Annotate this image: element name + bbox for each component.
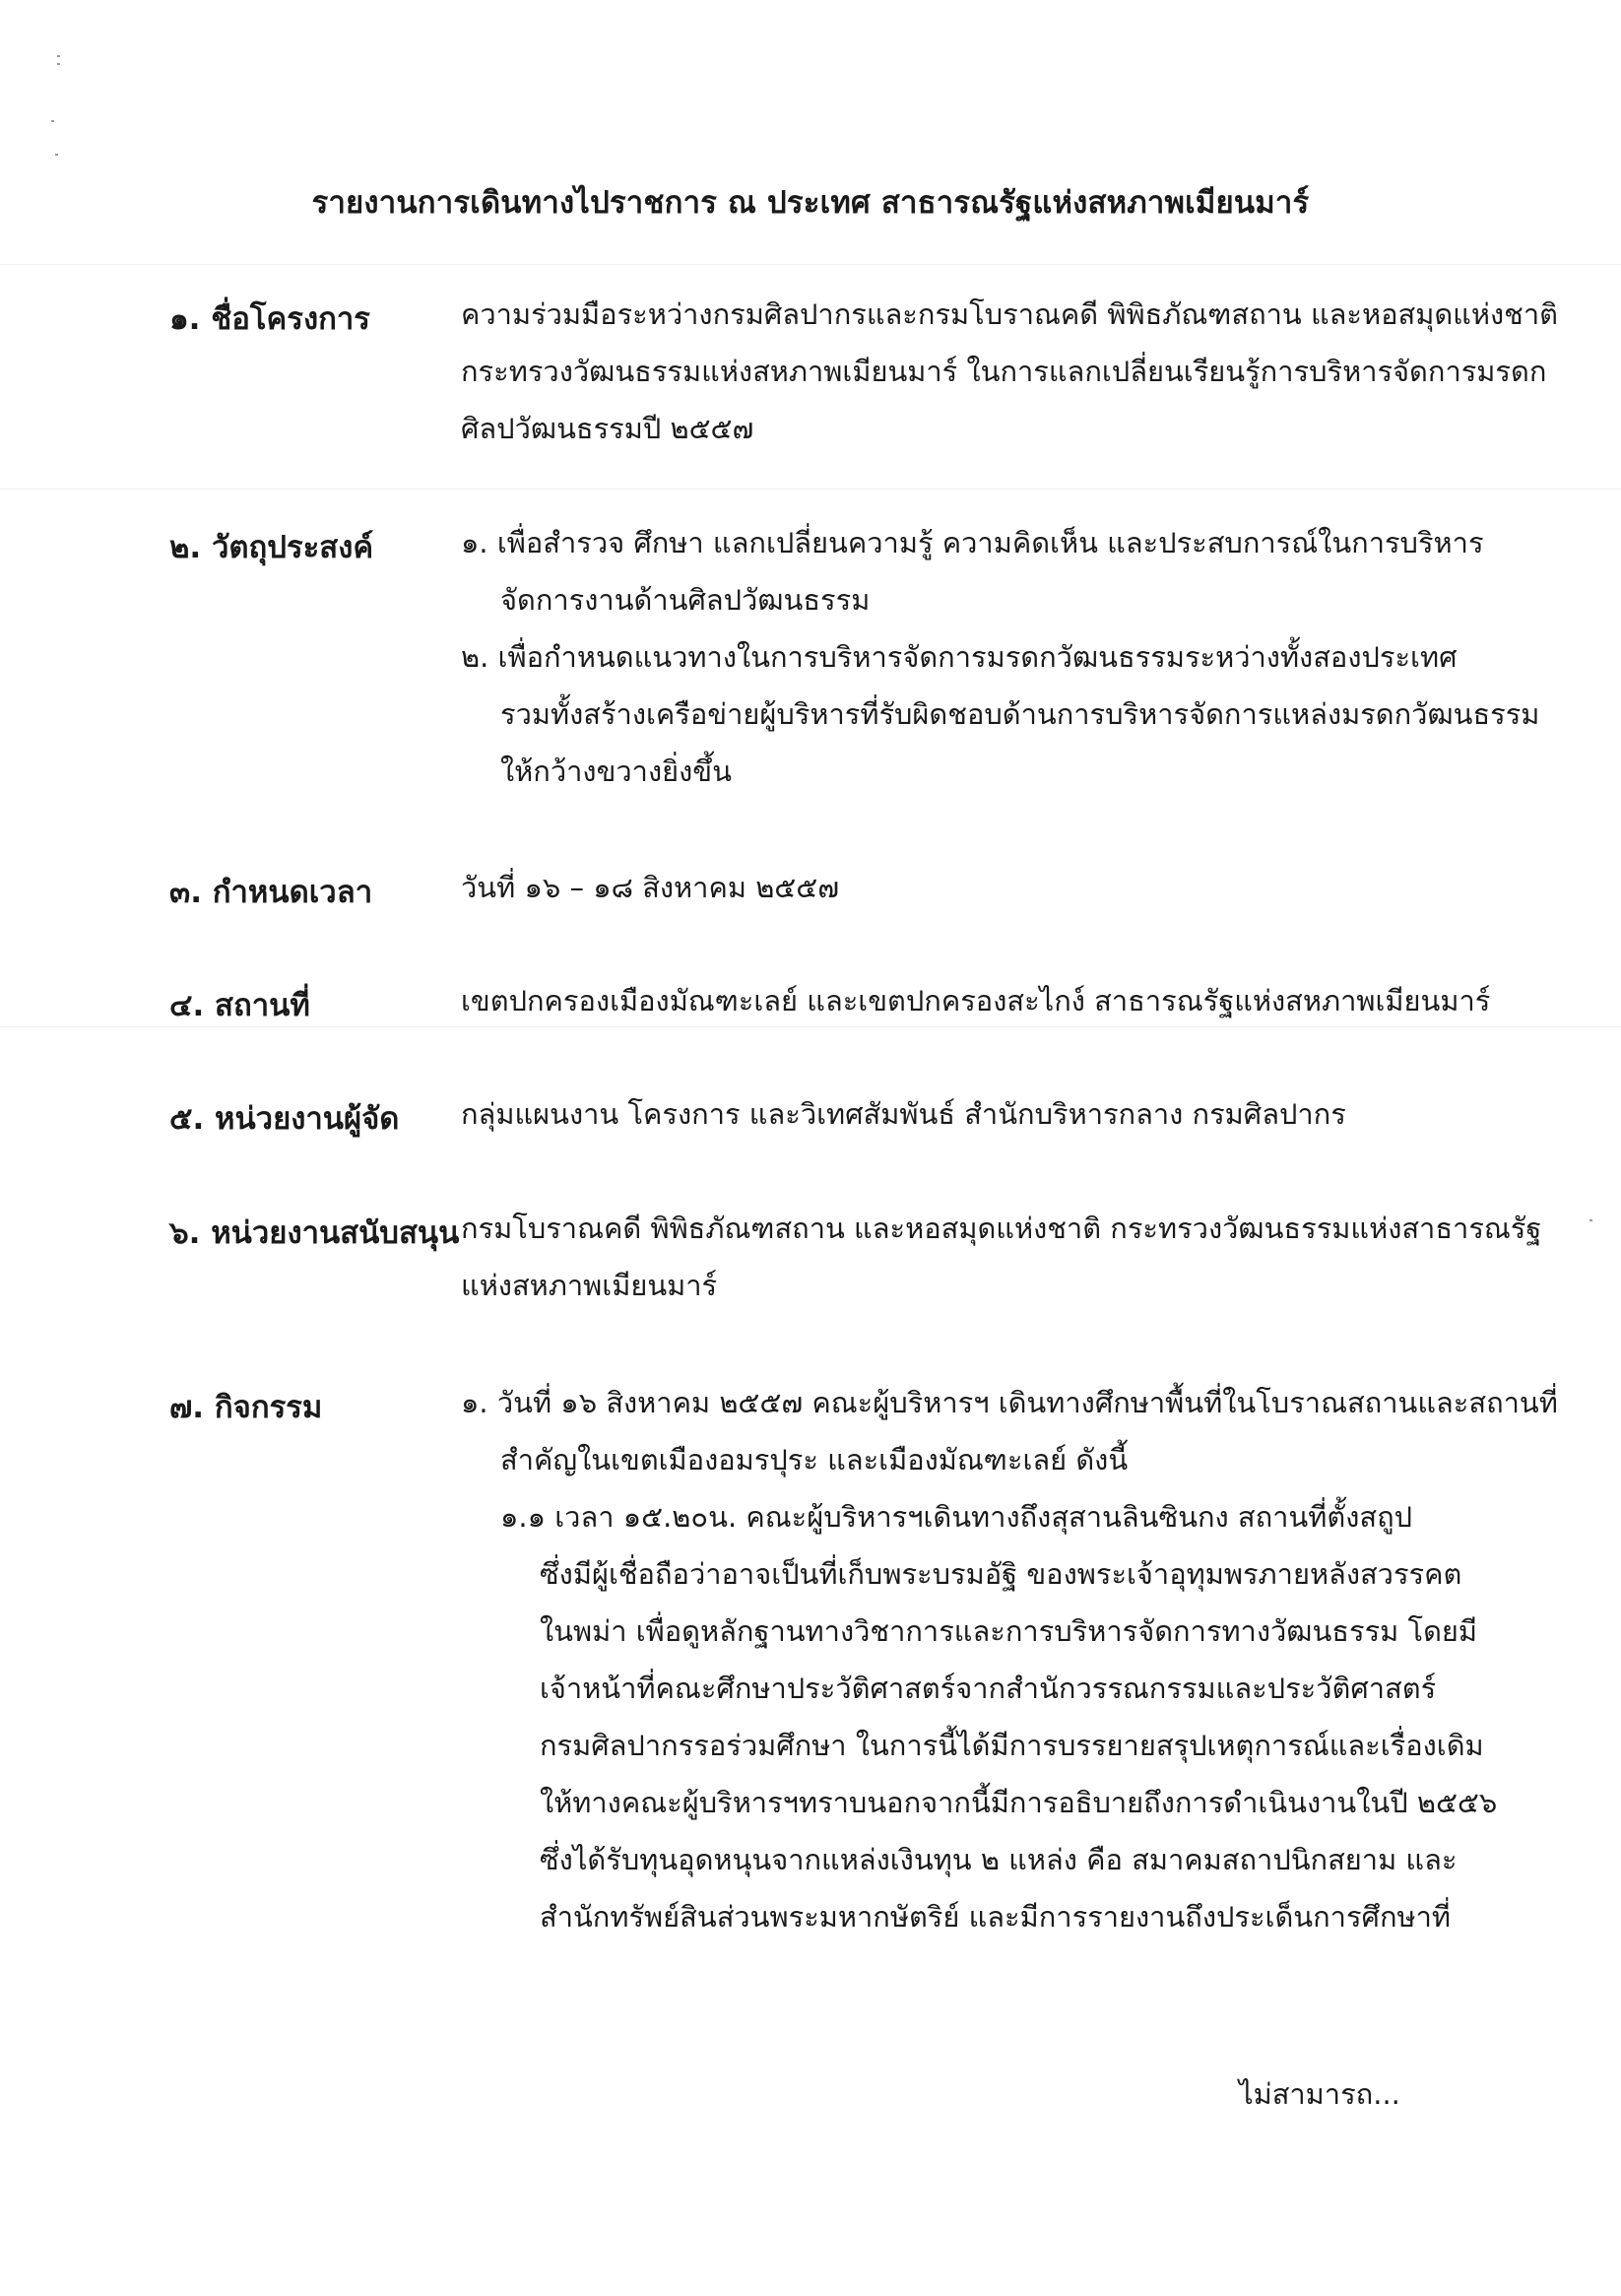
scan-mark [55, 154, 58, 156]
section-label: ๔. สถานที่ [169, 988, 310, 1023]
section-body [461, 859, 1495, 916]
section-label: ๗. กิจกรรม [169, 1390, 323, 1425]
section-body [461, 1085, 1495, 1143]
text-line: ในพม่า เพื่อดูหลักฐานทางวิชาการและการบริหารจัดการทางวัฒนธรรม โดยมี [540, 1614, 1478, 1648]
text-line: สำคัญในเขตเมืองอมรปุระ และเมืองมัณฑะเลย์ ดังนี้ [500, 1443, 1129, 1476]
text-line: กระทรวงวัฒนธรรมแห่งสหภาพเมียนมาร์ ในการแลกเปลี่ยนเรียนรู้การบริหารจัดการมรดก [461, 355, 1547, 388]
section-body [461, 514, 1540, 800]
section-body [461, 972, 1495, 1029]
text-line: เจ้าหน้าที่คณะศึกษาประวัติศาสตร์จากสำนักวรรณกรรมและประวัติศาสตร์ [540, 1672, 1437, 1705]
text-line: ศิลปวัฒนธรรมปี ๒๕๕๗ [461, 412, 754, 445]
text-line: ซึ่งได้รับทุนอุดหนุนจากแหล่งเงินทุน ๒ แหล่ง คือ สมาคมสถาปนิกสยาม และ [540, 1843, 1458, 1876]
text-line: ๒. เพื่อกำหนดแนวทางในการบริหารจัดการมรดกวัฒนธรรมระหว่างทั้งสองประเทศ [461, 640, 1458, 674]
section-label: ๖. หน่วยงานสนับสนุน [169, 1215, 460, 1251]
section-label: ๓. กำหนดเวลา [169, 875, 373, 910]
text-line: ๑. เพื่อสำรวจ ศึกษา แลกเปลี่ยนความรู้ ความคิดเห็น และประสบการณ์ในการบริหาร [461, 526, 1484, 559]
scan-mark [51, 120, 54, 122]
text-line: กลุ่มแผนงาน โครงการ และวิเทศสัมพันธ์ สำนักบริหารกลาง กรมศิลปากร [461, 1097, 1346, 1131]
text-line: จัดการงานด้านศิลปวัฒนธรรม [500, 583, 871, 617]
text-line: วันที่ ๑๖ – ๑๘ สิงหาคม ๒๕๕๗ [461, 871, 840, 904]
scan-band [0, 489, 1621, 490]
text-line: เขตปกครองเมืองมัณฑะเลย์ และเขตปกครองสะไกง์ สาธารณรัฐแห่งสหภาพเมียนมาร์ [461, 984, 1491, 1017]
text-line: ซึ่งมีผู้เชื่อถือว่าอาจเป็นที่เก็บพระบรมอัฐิ ของพระเจ้าอุทุมพรภายหลังสวรรคต [540, 1557, 1462, 1591]
text-line: ๑. วันที่ ๑๖ สิงหาคม ๒๕๕๗ คณะผู้บริหารฯ เดินทางศึกษาพื้นที่ในโบราณสถานและสถานที่ [461, 1386, 1558, 1419]
text-line: ความร่วมมือระหว่างกรมศิลปากรและกรมโบราณคดี พิพิธภัณฑสถาน และหอสมุดแห่งชาติ [461, 297, 1558, 331]
scan-band [0, 264, 1621, 265]
text-line: ๑.๑ เวลา ๑๕.๒๐น. คณะผู้บริหารฯเดินทางถึงสุสานลินซินกง สถานที่ตั้งสถูป [500, 1500, 1413, 1534]
section-label: ๕. หน่วยงานผู้จัด [169, 1101, 400, 1137]
scan-mark [57, 63, 60, 65]
text-line: กรมศิลปากรรอร่วมศึกษา ในการนี้ได้มีการบรรยายสรุปเหตุการณ์และเรื่องเดิม [540, 1729, 1484, 1762]
page-title: รายงานการเดินทางไปราชการ ณ ประเทศ สาธารณรัฐแห่งสหภาพเมียนมาร์ [311, 185, 1310, 221]
section-label: ๒. วัตถุประสงค์ [169, 530, 374, 565]
text-line: แห่งสหภาพเมียนมาร์ [461, 1269, 718, 1302]
text-line: ให้กว้างขวางยิ่งขึ้น [500, 754, 732, 788]
text-line: รวมทั้งสร้างเครือข่ายผู้บริหารที่รับผิดชอบด้านการบริหารจัดการแหล่งมรดกวัฒนธรรม [500, 697, 1540, 731]
section-body [461, 1200, 1542, 1314]
text-line: สำนักทรัพย์สินส่วนพระมหากษัตริย์ และมีการรายงานถึงประเด็นการศึกษาที่ [540, 1900, 1452, 1934]
text-line: ให้ทางคณะผู้บริหารฯทราบนอกจากนี้มีการอธิบายถึงการดำเนินงานในปี ๒๕๕๖ [540, 1786, 1498, 1819]
text-line: กรมโบราณคดี พิพิธภัณฑสถาน และหอสมุดแห่งชาติ กระทรวงวัฒนธรรมแห่งสาธารณรัฐ [461, 1212, 1542, 1245]
scan-mark [57, 55, 60, 57]
section-label: ๑. ชื่อโครงการ [169, 301, 370, 337]
scan-mark [1589, 1219, 1592, 1221]
section-body [461, 286, 1558, 457]
section-body [461, 1374, 1558, 1945]
continuation-note: ไม่สามารถ... [1239, 2077, 1400, 2111]
